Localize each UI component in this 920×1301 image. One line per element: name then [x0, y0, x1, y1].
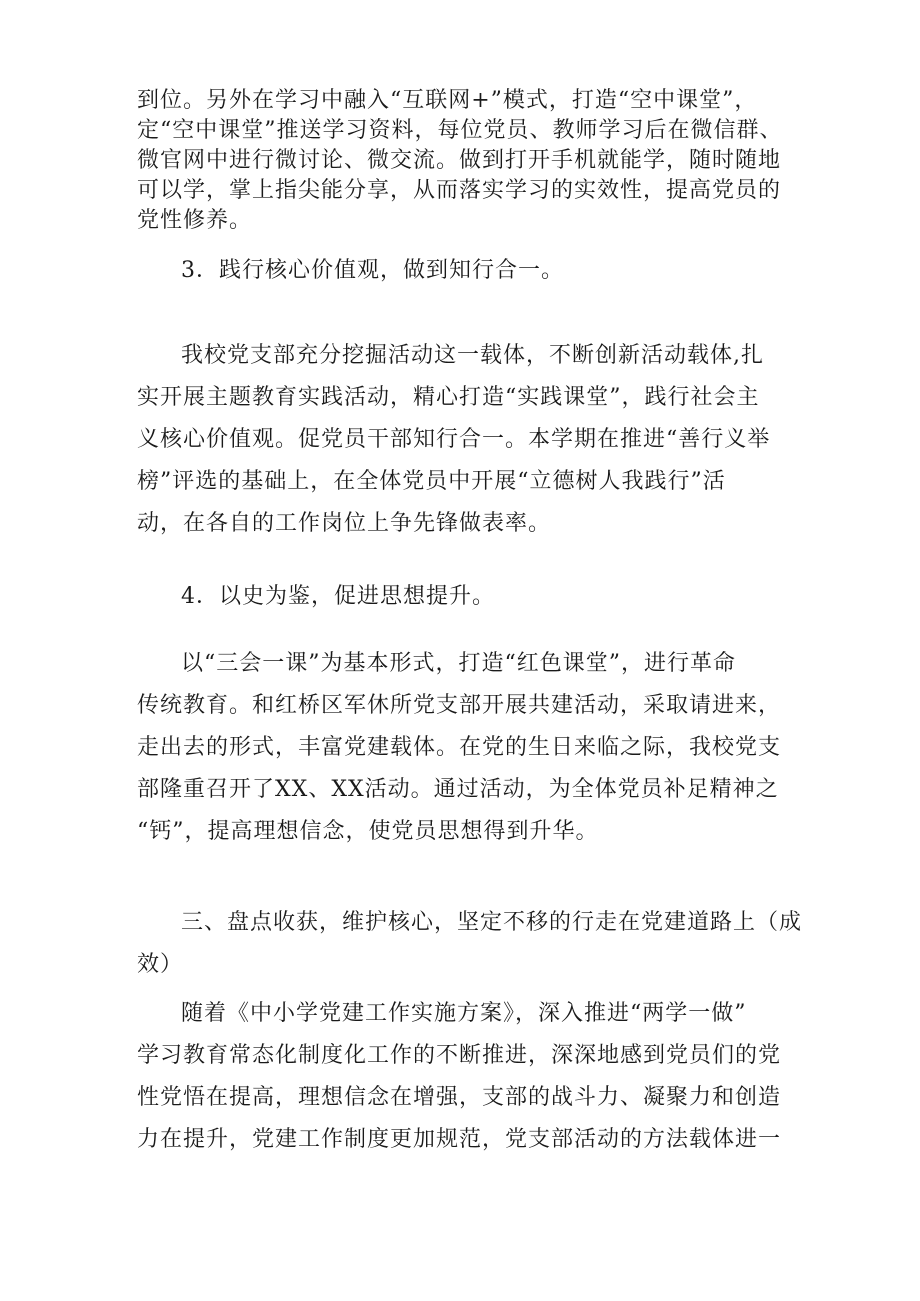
text-line: 定“空中课堂”推送学习资料，每位党员、教师学习后在微信群、: [137, 118, 783, 143]
heading-core-values: 3．践行核心价值观，做到知行合一。: [181, 258, 564, 283]
text-line: 效）: [137, 952, 184, 977]
text-line: 学习教育常态化制度化工作的不断推进，深深地感到党员们的党: [137, 1043, 782, 1068]
section-heading-results: [137, 902, 803, 986]
text-line: 义核心价值观。促党员干部知行合一。本学期在推进“善行义举: [137, 427, 771, 452]
text-line: 三、盘点收获，维护核心，坚定不移的行走在党建道路上（成: [181, 910, 803, 935]
text-line: 部隆重召开了XX、XX活动。通过活动，为全体党员补足精神之: [137, 777, 779, 802]
text-line: 我校党支部充分挖掘活动这一载体，不断创新活动载体,扎: [181, 343, 764, 368]
text-line: 随着《中小学党建工作实施方案》，深入推进“两学一做”: [181, 1001, 747, 1026]
text-line: 微官网中进行微讨论、微交流。做到打开手机就能学，随时随地: [137, 148, 782, 173]
text-line: 到位。另外在学习中融入“互联网+”模式，打造“空中课堂”，: [137, 88, 758, 113]
text-line: 以“三会一课”为基本形式，打造“红色课堂”，进行革命: [181, 651, 736, 676]
text-line: 走出去的形式，丰富党建载体。在党的生日来临之际，我校党支: [137, 735, 782, 760]
text-line: 榜”评选的基础上，在全体党员中开展“立德树人我践行”活: [137, 469, 726, 494]
text-line: “钙”，提高理想信念，使党员思想得到升华。: [137, 819, 599, 844]
paragraph-red-classroom: [137, 643, 797, 853]
paragraph-study-internet: [137, 86, 797, 236]
text-line: 可以学，掌上指尖能分享，从而落实学习的实效性，提高党员的: [137, 178, 782, 203]
text-line: 实开展主题教育实践活动，精心打造“实践课堂”，践行社会主: [137, 385, 760, 410]
text-line: 动，在各自的工作岗位上争先锋做表率。: [137, 511, 552, 536]
paragraph-practice: [137, 335, 797, 545]
paragraph-implementation: [137, 993, 797, 1161]
text-line: 传统教育。和红桥区军休所党支部开展共建活动，采取请进来，: [137, 693, 782, 718]
text-line: 力在提升，党建工作制度更加规范，党支部活动的方法载体进一: [137, 1127, 782, 1152]
text-line: 党性修养。: [137, 208, 253, 233]
heading-history: 4．以史为鉴，促进思想提升。: [181, 584, 495, 609]
text-line: 性党悟在提高，理想信念在增强，支部的战斗力、凝聚力和创造: [137, 1085, 782, 1110]
